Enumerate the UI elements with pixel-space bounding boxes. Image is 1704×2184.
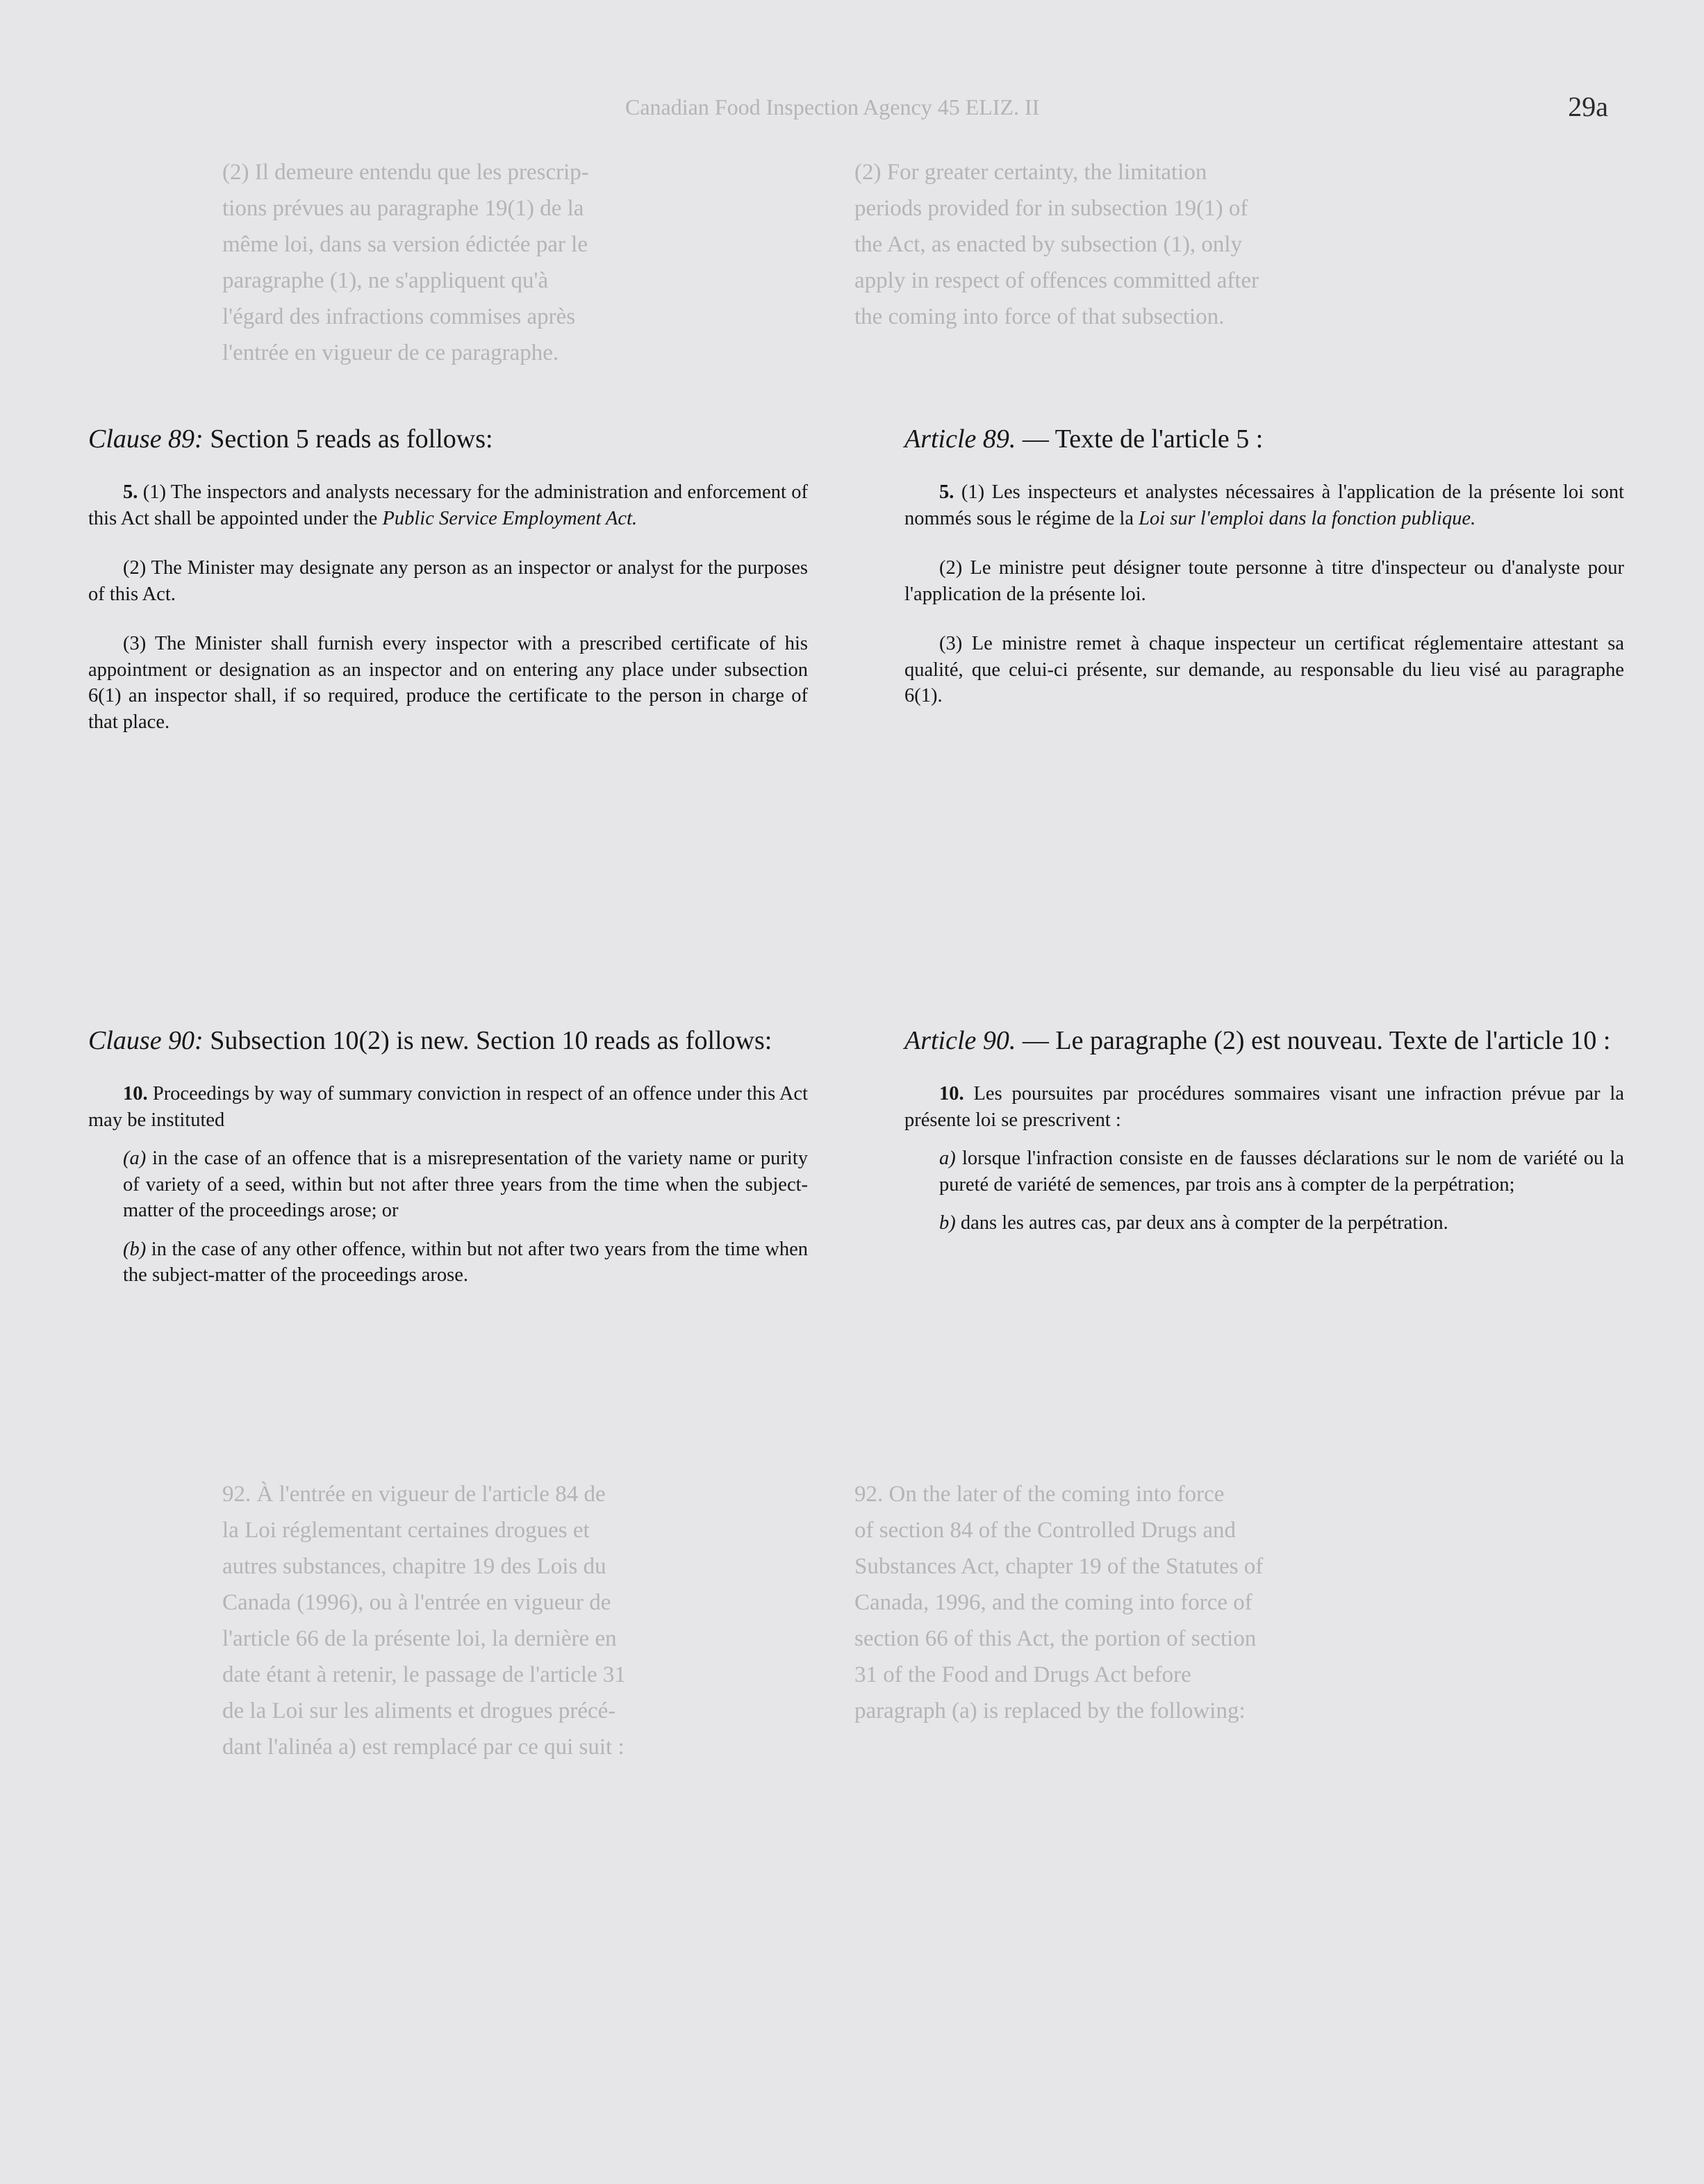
section-10-paragraph-a: (a) in the case of an offence that is a misrepresentation of the variety name or purity of variety of a seed, within but not after three years from the time when the subject-matter of the proceedings arose; or: [123, 1148, 808, 1221]
french-column: [904, 422, 1624, 733]
english-column-clause-90: [88, 1024, 808, 1301]
section-number: 5.: [939, 481, 954, 503]
article-89-heading-text: — Texte de l'article 5 :: [1022, 424, 1264, 454]
page-number: 29a: [1568, 91, 1608, 122]
bleed-through-header: Canadian Food Inspection Agency 45 ELIZ. II: [625, 94, 1040, 119]
article-90-heading: [904, 1024, 1624, 1057]
bleed-through-lower-right: 92. On the later of the coming into force of section 84 of the Controlled Drugs and Substances Act, chapter 19 of the Statutes of Canada, 1996, and the coming into force of section 66 of this Act, the portion of section 31 of the Food and Drugs Act before paragraph (a) is replaced by the following:: [854, 1482, 1264, 1723]
section-10-paragraph-b: (b) in the case of any other offence, within but not after two years from the time when the subject-matter of the proceedings arose.: [123, 1238, 809, 1286]
act-title: Loi sur l'emploi dans la fonction publique.: [1139, 507, 1476, 529]
clause-89-label: Clause 89:: [88, 424, 204, 454]
section-number: 10.: [123, 1083, 148, 1105]
bleed-through-lower-left: 92. À l'entrée en vigueur de l'article 84 de la Loi réglementant certaines drogues et autres substances, chapitre 19 des Lois du Canada (1996), ou à l'entrée en vigueur de l'article 66 de la présente loi, la dernière en date étant à retenir, le passage de l'article 31 de la Loi sur les aliments et drogues précé- dant l'alinéa a) est remplacé par ce qui suit :: [222, 1482, 626, 1760]
french-column-article-90: [904, 1024, 1624, 1249]
article-5-paragraph-2: (2) Le ministre peut désigner toute personne à titre d'inspecteur ou d'analyste pour l'application de la présente loi.: [904, 557, 1624, 605]
english-column: [88, 422, 808, 759]
section-10-intro: 10. Proceedings by way of summary conviction in respect of an offence under this Act may be instituted: [88, 1083, 809, 1131]
clause-89-heading-text: Section 5 reads as follows:: [210, 424, 493, 454]
article-5-paragraph-3: (3) Le ministre remet à chaque inspecteur un certificat réglementaire attestant sa qualité, que celui-ci présente, sur demande, au responsable du lieu visé au paragraphe 6(1).: [904, 633, 1624, 706]
section-number: 5.: [123, 481, 138, 503]
article-10-intro: 10. Les poursuites par procédures sommaires visant une infraction prévue par la présente loi se prescrivent :: [904, 1083, 1625, 1131]
clause-90-heading: [88, 1024, 808, 1057]
clause-90-label: Clause 90:: [88, 1026, 204, 1055]
section-5-subsection-2: (2) The Minister may designate any person as an inspector or analyst for the purposes of this Act.: [88, 557, 808, 605]
section-5-subsection-3: (3) The Minister shall furnish every inspector with a prescribed certificate of his appointment or designation as an inspector and on entering any place under subsection 6(1) an inspector shall, if so required, produce the certificate to the person in charge of that place.: [88, 633, 808, 733]
article-10-alinea-b: b) dans les autres cas, par deux ans à compter de la perpétration.: [939, 1212, 1448, 1234]
act-title: Public Service Employment Act.: [382, 507, 638, 529]
section-number: 10.: [939, 1083, 964, 1105]
article-10-alinea-a: a) lorsque l'infraction consiste en de fausses déclarations sur le nom de variété ou la pureté de variété de semences, par trois ans à compter de la perpétration;: [939, 1148, 1625, 1196]
article-89-heading: [904, 422, 1624, 456]
article-5-paragraph-1: 5. (1) Les inspecteurs et analystes nécessaires à l'application de la présente loi sont nommés sous le régime de la Loi sur l'emploi dans la fonction publique.: [904, 481, 1624, 529]
clause-89-heading: [88, 422, 808, 456]
section-5-subsection-1: 5. (1) The inspectors and analysts necessary for the administration and enforcement of this Act shall be appointed under the Public Service Employment Act.: [88, 481, 808, 529]
article-90-heading-text: — Le paragraphe (2) est nouveau. Texte de l'article 10 :: [1022, 1026, 1611, 1055]
clause-90-heading-text: Subsection 10(2) is new. Section 10 reads as follows:: [210, 1026, 772, 1055]
bleed-through-right-block: (2) For greater certainty, the limitation periods provided for in subsection 19(1) of the Act, as enacted by subsection (1), only apply in respect of offences committed after the coming into force of that subsection.: [854, 160, 1259, 329]
article-90-label: Article 90.: [904, 1026, 1016, 1055]
bleed-through-left-block: (2) Il demeure entendu que les prescrip- tions prévues au paragraphe 19(1) de la même loi, dans sa version édictée par le paragraphe (1), ne s'appliquent qu'à l'égard des infractions commises après l'entrée en vigueur de ce paragraphe.: [222, 160, 589, 365]
article-89-label: Article 89.: [904, 424, 1016, 454]
